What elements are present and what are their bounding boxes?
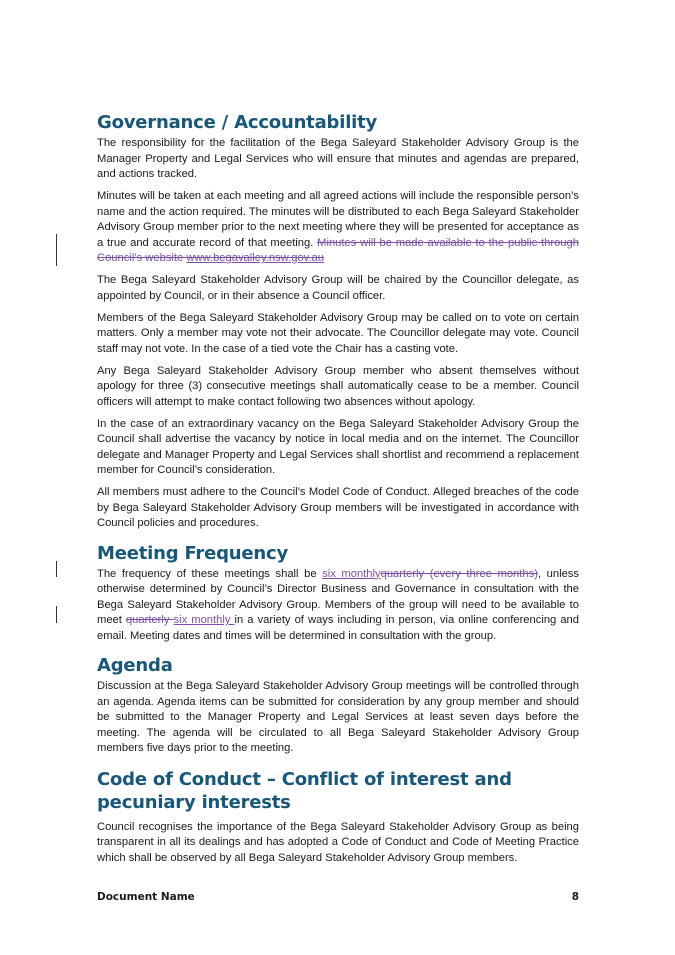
tracked-insertion: six monthly — [322, 567, 381, 580]
document-name: Document Name — [97, 891, 195, 903]
paragraph — [97, 189, 579, 267]
paragraph: Any Bega Saleyard Stakeholder Advisory Group member who absent themselves without apology for three (3) consecutive meetings shall automatically cease to be a member. Council officers will attempt to make contact following two absences without apology. — [97, 364, 579, 408]
section-governance — [97, 112, 579, 532]
paragraph: Council recognises the importance of the Bega Saleyard Stakeholder Advisory Group as being transparent in all its dealings and has adopted a Code of Conduct and Code of Meeting Practice which shall be observed by all Bega Saleyard Stakeholder Advisory Group members. — [97, 820, 579, 864]
section-heading: Code of Conduct – Conflict of interest and pecuniary interests — [97, 768, 512, 813]
tracked-insertion: six monthly — [173, 614, 235, 626]
section-meeting-frequency — [97, 543, 579, 645]
paragraph: The responsibility for the facilitation of the Bega Saleyard Stakeholder Advisory Group is the Manager Property and Legal Services who will ensure that minutes and agendas are prepared, and actions tracked. — [97, 137, 579, 180]
paragraph: Discussion at the Bega Saleyard Stakeholder Advisory Group meetings will be controlled through an agenda. Agenda items can be submitted for consideration by any group member and should be submitted to the Manager Property and Legal Services at least seven days before the meeting. The agenda will be circulated to all Bega Saleyard Stakeholder Advisory Group members five days prior to the meeting. — [97, 680, 579, 754]
tracked-deletion: quarterly — [125, 614, 174, 626]
section-heading: Agenda — [97, 655, 173, 676]
tracked-deletion-link[interactable]: www.begavalley.nsw.gov.au — [186, 252, 324, 264]
paragraph-text: The frequency of these meetings shall be — [97, 567, 323, 580]
section-code-of-conduct — [97, 768, 579, 867]
document-page — [97, 112, 579, 873]
paragraph: In the case of an extraordinary vacancy on the Bega Saleyard Stakeholder Advisory Group the Council shall advertise the vacancy by notice in local media and on the internet. The Councillor delegate and Manager Property and Legal Services shall shortlist and recommend a replacement member for Council’s consideration. — [97, 417, 579, 476]
change-bar — [56, 234, 57, 266]
paragraph: All members must adhere to the Council’s Model Code of Conduct. Alleged breaches of the code by Bega Saleyard Stakeholder Advisory Group members will be investigated in accordance with Council policies and procedures. — [97, 486, 579, 529]
paragraph: The Bega Saleyard Stakeholder Advisory Group will be chaired by the Councillor delegate, as appointed by Council, or in their absence a Council officer. — [97, 274, 579, 302]
page-footer — [97, 891, 579, 903]
paragraph-text: , unless otherwise determined by Council’s Director Business and Governance in consultation with the Bega Saleyard Stakeholder Advisory Group. Members of the group will need to be available to meet — [97, 567, 579, 626]
paragraph-text: in a variety of ways including in person, via online conferencing and email. Meeting dates and times will be determined in consultation with the group. — [97, 614, 579, 642]
tracked-deletion: Minutes will be made available to the public through Council’s website — [97, 236, 579, 264]
section-agenda — [97, 655, 579, 757]
page-number: 8 — [571, 891, 579, 903]
paragraph: Members of the Bega Saleyard Stakeholder Advisory Group may be called on to vote on certain matters. Only a member may vote not their advocate. The Councillor delegate may vote. Council staff may not vote. In the case of a tied vote the Chair has a casting vote. — [97, 311, 579, 355]
change-bar — [56, 606, 57, 623]
tracked-deletion: quarterly (every three months) — [380, 567, 538, 580]
paragraph-text: Minutes will be taken at each meeting and all agreed actions will include the responsible person’s name and the action required. The minutes will be distributed to each Bega Saleyard Stakeholder Advisory Group member prior to the next meeting where they will be presented for acceptance as a true and accurate record of that meeting. — [97, 190, 579, 249]
paragraph — [97, 567, 579, 645]
section-heading: Meeting Frequency — [97, 542, 289, 564]
change-bar — [56, 561, 57, 577]
section-heading: Governance / Accountability — [97, 112, 378, 133]
